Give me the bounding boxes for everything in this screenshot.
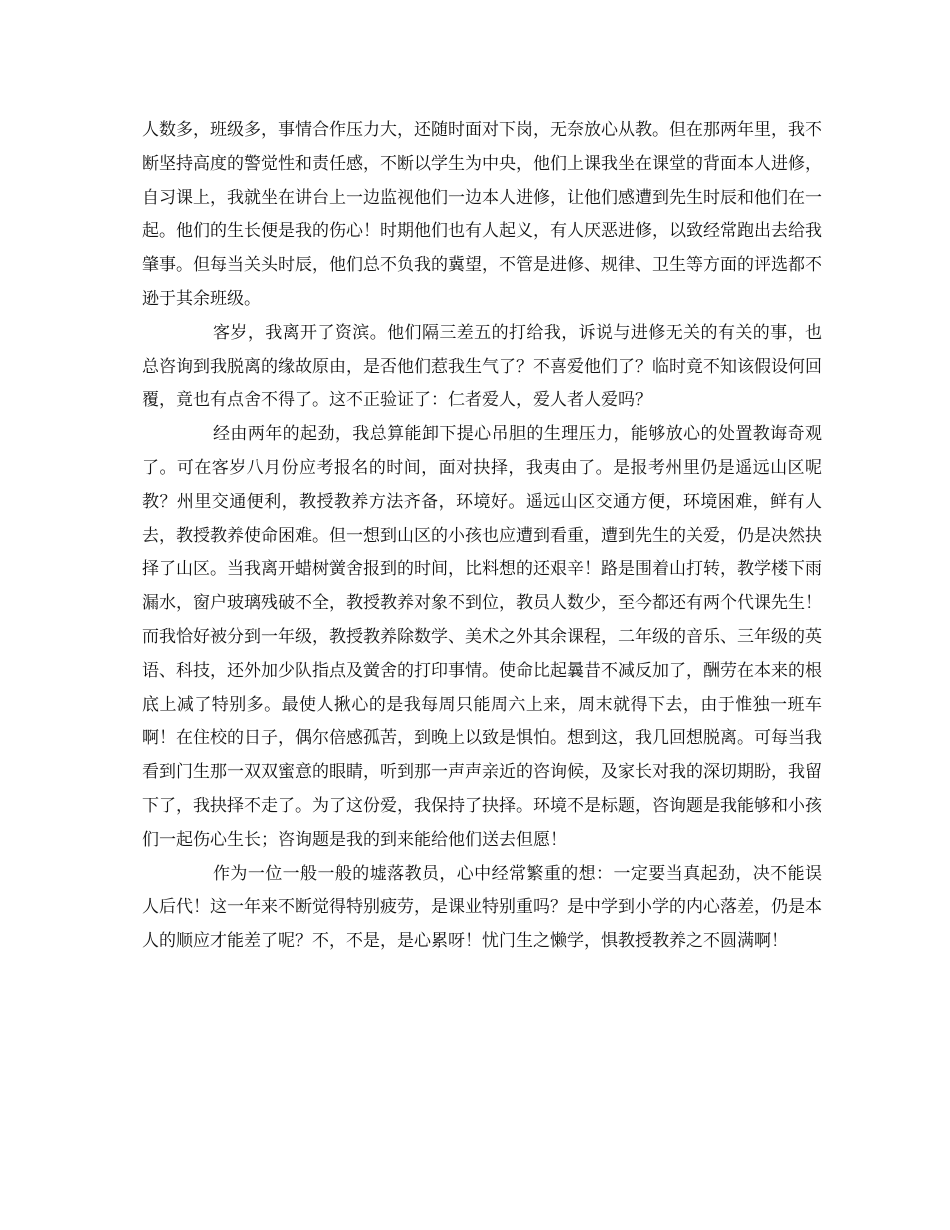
paragraph: 经由两年的起劲，我总算能卸下提心吊胆的生理压力，能够放心的处置教诲奇观了。可在客岁八月份应考报名的时间，面对抉择，我夷由了。是报考州里仍是遥远山区呢教？州里交通便利，教授教养方法齐备，环境好。遥远山区交通方便，环境困难，鲜有人去，教授教养使命困难。但一想到山区的小孩也应遭到看重，遭到先生的关爱，仍是决然抉择了山区。当我离开蜡树黉舍报到的时间，比料想的还艰辛！路是围着山打转，教学楼下雨漏水，窗户玻璃残破不全，教授教养对象不到位，教员人数少，至今都还有两个代课先生！而我恰好被分到一年级，教授教养除数学、美术之外其余课程，二年级的音乐、三年级的英语、科技，还外加少队指点及黉舍的打印事情。使命比起曩昔不减反加了，酬劳在本来的根底上减了特别多。最使人揪心的是我每周只能周六上来，周末就得下去，由于惟独一班车啊！在住校的日子，偶尔倍感孤苦，到晚上以致是惧怕。想到这，我几回想脱离。可每当我看到门生那一双双蜜意的眼睛，听到那一声声亲近的咨询候，及家长对我的深切期盼，我留下了，我抉择不走了。为了这份爱，我保持了抉择。环境不是标题，咨询题是我能够和小孩们一起伤心生长；咨询题是我的到来能给他们送去但愿！: [142, 424, 822, 850]
paragraph: 客岁，我离开了资滨。他们隔三差五的打给我，诉说与进修无关的有关的事，也总咨询到我脱离的缘故原由，是否他们惹我生气了？不喜爱他们了？临时竟不知该假设何回覆，竟也有点舍不得了。这不正验证了：仁者爱人，爱人者人爱吗？: [142, 322, 822, 411]
paragraph: 作为一位一般一般的墟落教员，心中经常繁重的想：一定要当真起劲，决不能误人后代！这一年来不断觉得特别疲劳，是课业特别重吗？是中学到小学的内心落差，仍是本人的顺应才能差了呢？不，不是，是心累呀！忧门生之懒学，惧教授教养之不圆满啊！: [142, 863, 822, 952]
paragraph: 人数多，班级多，事情合作压力大，还随时面对下岗，无奈放心从教。但在那两年里，我不断坚持高度的警觉性和责任感，不断以学生为中央，他们上课我坐在课堂的背面本人进修，自习课上，我就坐在讲台上一边监视他们一边本人进修，让他们感遭到先生时辰和他们在一起。他们的生长便是我的伤心！时期他们也有人起义，有人厌恶进修，以致经常跑出去给我肇事。但每当关头时辰，他们总不负我的冀望，不管是进修、规律、卫生等方面的评选都不逊于其余班级。: [142, 120, 822, 309]
document-page: [142, 114, 822, 959]
